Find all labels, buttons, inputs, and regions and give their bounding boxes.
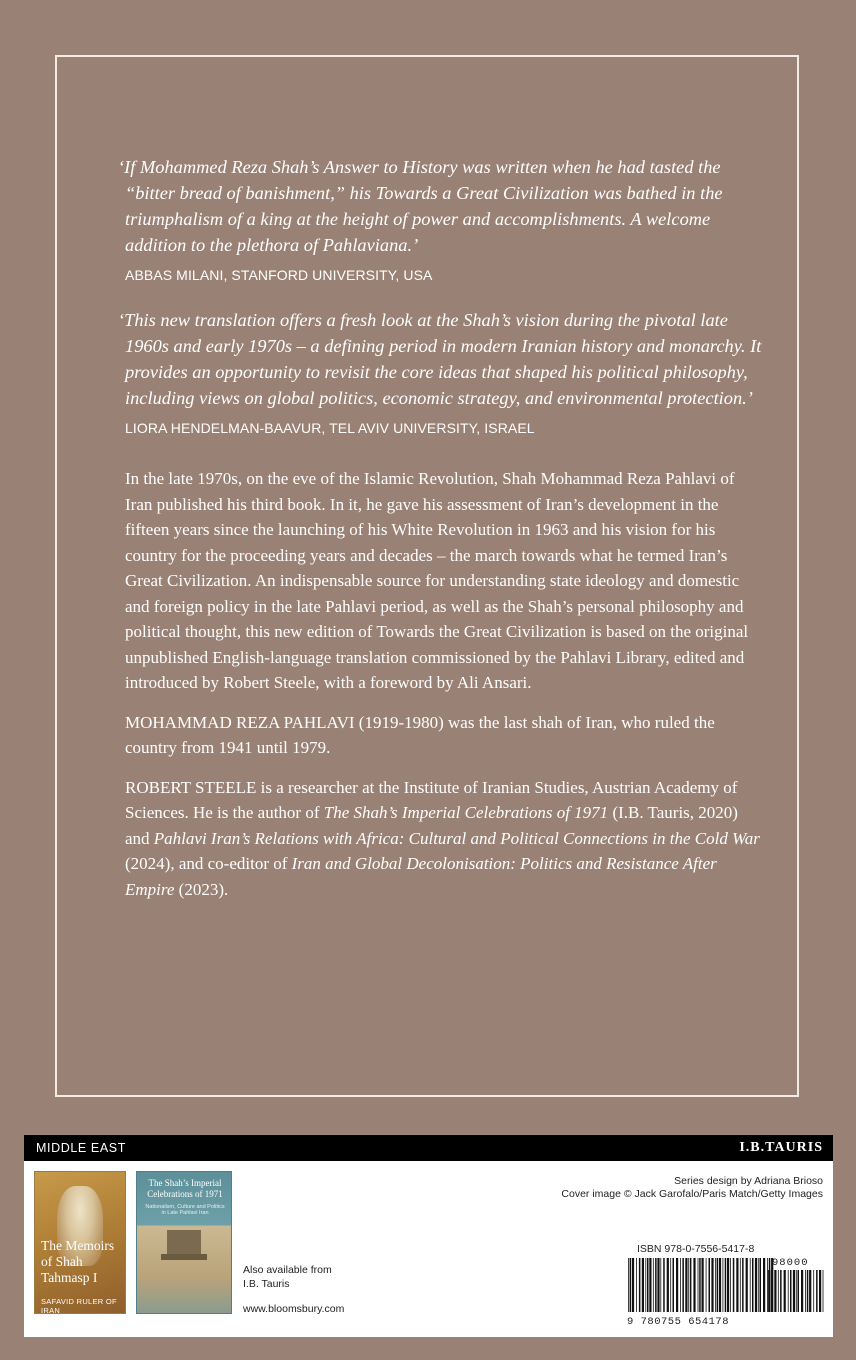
quote-attribution: ABBAS MILANI, STANFORD UNIVERSITY, USA: [125, 267, 433, 283]
barcode-bar: [763, 1258, 765, 1312]
credit-line: Series design by Adriana Brioso: [674, 1175, 823, 1187]
cover-credits: [561, 1175, 823, 1201]
barcode: [627, 1258, 777, 1312]
barcode-bar: [630, 1258, 632, 1312]
editor-bio-intro: ROBERT STEELE is a researcher at the Institute of Iranian Studies, Austrian Academy of Sciences. He is the author of: [125, 777, 738, 822]
endorsement-quote-2: [118, 307, 765, 411]
barcode-bar: [688, 1258, 689, 1312]
barcode-bar: [742, 1258, 744, 1312]
related-book-title: The Memoirs of Shah Tahmasp I: [41, 1238, 115, 1285]
related-book-subtitle: SAFAVID RULER OF IRAN: [41, 1297, 117, 1315]
barcode-bar: [805, 1270, 806, 1312]
barcode-bar: [725, 1258, 727, 1312]
barcode-bar: [628, 1258, 629, 1312]
barcode-bar: [645, 1258, 646, 1312]
endorsement-quote-1: [118, 154, 765, 258]
barcode-bar: [755, 1258, 757, 1312]
back-cover-text: [118, 154, 765, 902]
barcode-bar: [632, 1258, 634, 1312]
addon-number: 98000: [772, 1257, 809, 1269]
barcode-bar: [636, 1258, 637, 1312]
barcode-bar: [784, 1270, 786, 1312]
barcode-bar: [676, 1258, 678, 1312]
author-bio: MOHAMMAD REZA PAHLAVI (1919-1980) was the last shah of Iran, who ruled the country from 1941 until 1979.: [125, 712, 715, 757]
barcode-bar: [647, 1258, 649, 1312]
barcode-bar: [793, 1270, 795, 1312]
editor-bio-text: (I.B. Tauris, 2020) and: [125, 803, 738, 848]
barcode-bar: [657, 1258, 659, 1312]
barcode-bar: [727, 1258, 729, 1312]
footer-panel: [24, 1161, 833, 1337]
barcode-bar: [750, 1258, 751, 1312]
related-book-cover: [137, 1172, 231, 1313]
barcode-bar: [819, 1270, 821, 1312]
barcode-bar: [736, 1258, 738, 1312]
barcode-bar: [740, 1258, 741, 1312]
barcode-bar: [780, 1270, 782, 1312]
barcode-bar: [680, 1258, 681, 1312]
also-available-line: I.B. Tauris: [243, 1278, 290, 1290]
quote-text: ‘This new translation offers a fresh look at the Shah’s vision during the pivotal late 1960s and early 1970s – a defining period in modern Iranian history and monarchy. It provides an opportunity to revisit the core ideas that shaped his political philosophy, including views on global politics, economic strategy, and environmental protection.’: [118, 310, 762, 408]
barcode-bar: [746, 1258, 748, 1312]
editor-book-title: Pahlavi Iran’s Relations with Africa: Cultural and Political Connections in the Cold War: [153, 828, 760, 848]
editor-book-title: Iran and Global Decolonisation: Politics and Resistance After Empire: [125, 854, 717, 899]
barcode-bar: [807, 1270, 809, 1312]
barcode-bar: [771, 1270, 773, 1312]
barcode-bar: [639, 1258, 641, 1312]
barcode-bar: [760, 1258, 762, 1312]
barcode-bar: [673, 1258, 675, 1312]
also-available-text: [243, 1263, 332, 1291]
barcode-bar: [733, 1258, 735, 1312]
barcode-bar: [788, 1270, 789, 1312]
barcode-bar: [682, 1258, 684, 1312]
barcode-bar: [693, 1258, 695, 1312]
barcode-bar: [798, 1270, 800, 1312]
barcode-number: 9 780755 654178: [627, 1316, 730, 1328]
barcode-bar: [778, 1270, 779, 1312]
barcode-bar: [768, 1270, 769, 1312]
series-category: MIDDLE EAST: [36, 1141, 126, 1155]
editor-bio: [125, 775, 765, 903]
editor-bio-text: (2023).: [174, 879, 229, 899]
barcode-bar: [699, 1258, 701, 1312]
quote-attribution: LIORA HENDELMAN-BAAVUR, TEL AVIV UNIVERSITY, ISRAEL: [125, 420, 535, 436]
barcode-bar: [663, 1258, 665, 1312]
barcode-bar: [702, 1258, 704, 1312]
barcode-bar: [690, 1258, 692, 1312]
barcode-bar: [685, 1258, 687, 1312]
related-book-subtitle: Nationalism, Culture and Politics in Late Pahlavi Iran: [145, 1204, 225, 1216]
barcode-bar: [655, 1258, 657, 1312]
barcode-bar: [653, 1258, 654, 1312]
monument-base-illustration: [161, 1254, 207, 1260]
editor-book-title: The Shah’s Imperial Celebrations of 1971: [323, 803, 609, 822]
barcode-bar: [706, 1258, 707, 1312]
barcode-bar: [649, 1258, 651, 1312]
publisher-website: www.bloomsbury.com: [243, 1303, 345, 1315]
credit-line: Cover image © Jack Garofalo/Paris Match/Getty Images: [561, 1188, 823, 1200]
barcode-bar: [642, 1258, 644, 1312]
barcode-bar: [774, 1270, 776, 1312]
barcode-bar: [670, 1258, 671, 1312]
barcode-bar: [796, 1270, 797, 1312]
editor-bio-text: (2024), and co-editor of: [125, 854, 292, 873]
quote-text: ‘If Mohammed Reza Shah’s Answer to History was written when he had tasted the “bitter bread of banishment,” his Towards a Great Civilization was bathed in the triumphalism of a king at the height of power and accomplishments. A welcome addition to the plethora of Pahlaviana.’: [118, 157, 723, 255]
barcode-bar: [809, 1270, 811, 1312]
related-book-title: The Shah’s Imperial Celebrations of 1971: [147, 1178, 223, 1199]
barcode-bar: [660, 1258, 661, 1312]
barcode-bar: [698, 1258, 699, 1312]
barcode-bar: [719, 1258, 721, 1312]
barcode-bar: [816, 1270, 818, 1312]
barcode-bar: [717, 1258, 719, 1312]
barcode-bar: [752, 1258, 754, 1312]
monument-illustration: [167, 1230, 201, 1256]
series-band: [24, 1135, 833, 1161]
barcode-bar: [823, 1270, 824, 1312]
barcode-bar: [758, 1258, 759, 1312]
barcode-bar: [813, 1270, 814, 1312]
barcode-bar: [711, 1258, 713, 1312]
publisher-logo: I.B.TAURIS: [739, 1140, 823, 1155]
barcode-bar: [730, 1258, 731, 1312]
barcode-bar: [723, 1258, 724, 1312]
also-available-line: Also available from: [243, 1264, 332, 1276]
barcode-bar: [667, 1258, 669, 1312]
barcode-bar: [790, 1270, 792, 1312]
barcode-bar: [715, 1258, 716, 1312]
barcode-bar: [801, 1270, 803, 1312]
barcode-bar: [709, 1258, 711, 1312]
book-description: In the late 1970s, on the eve of the Islamic Revolution, Shah Mohammad Reza Pahlavi of Iran published his third book. In it, he gave his assessment of Iran’s development in the fifteen years since the launching of his White Revolution in 1963 and his vision for his country for the proceeding years and decades – the march towards what he termed Iran’s Great Civilization. An indispensable source for understanding state ideology and domestic and foreign policy in the late Pahlavi period, as well as the Shah’s personal philosophy and political thought, this new edition of Towards the Great Civilization is based on the original unpublished English-language translation commissioned by the Pahlavi Library, edited and introduced by Robert Steele, with a foreword by Ali Ansari.: [125, 469, 749, 692]
related-book-cover: [35, 1172, 125, 1313]
isbn-label: ISBN 978-0-7556-5417-8: [637, 1243, 755, 1255]
